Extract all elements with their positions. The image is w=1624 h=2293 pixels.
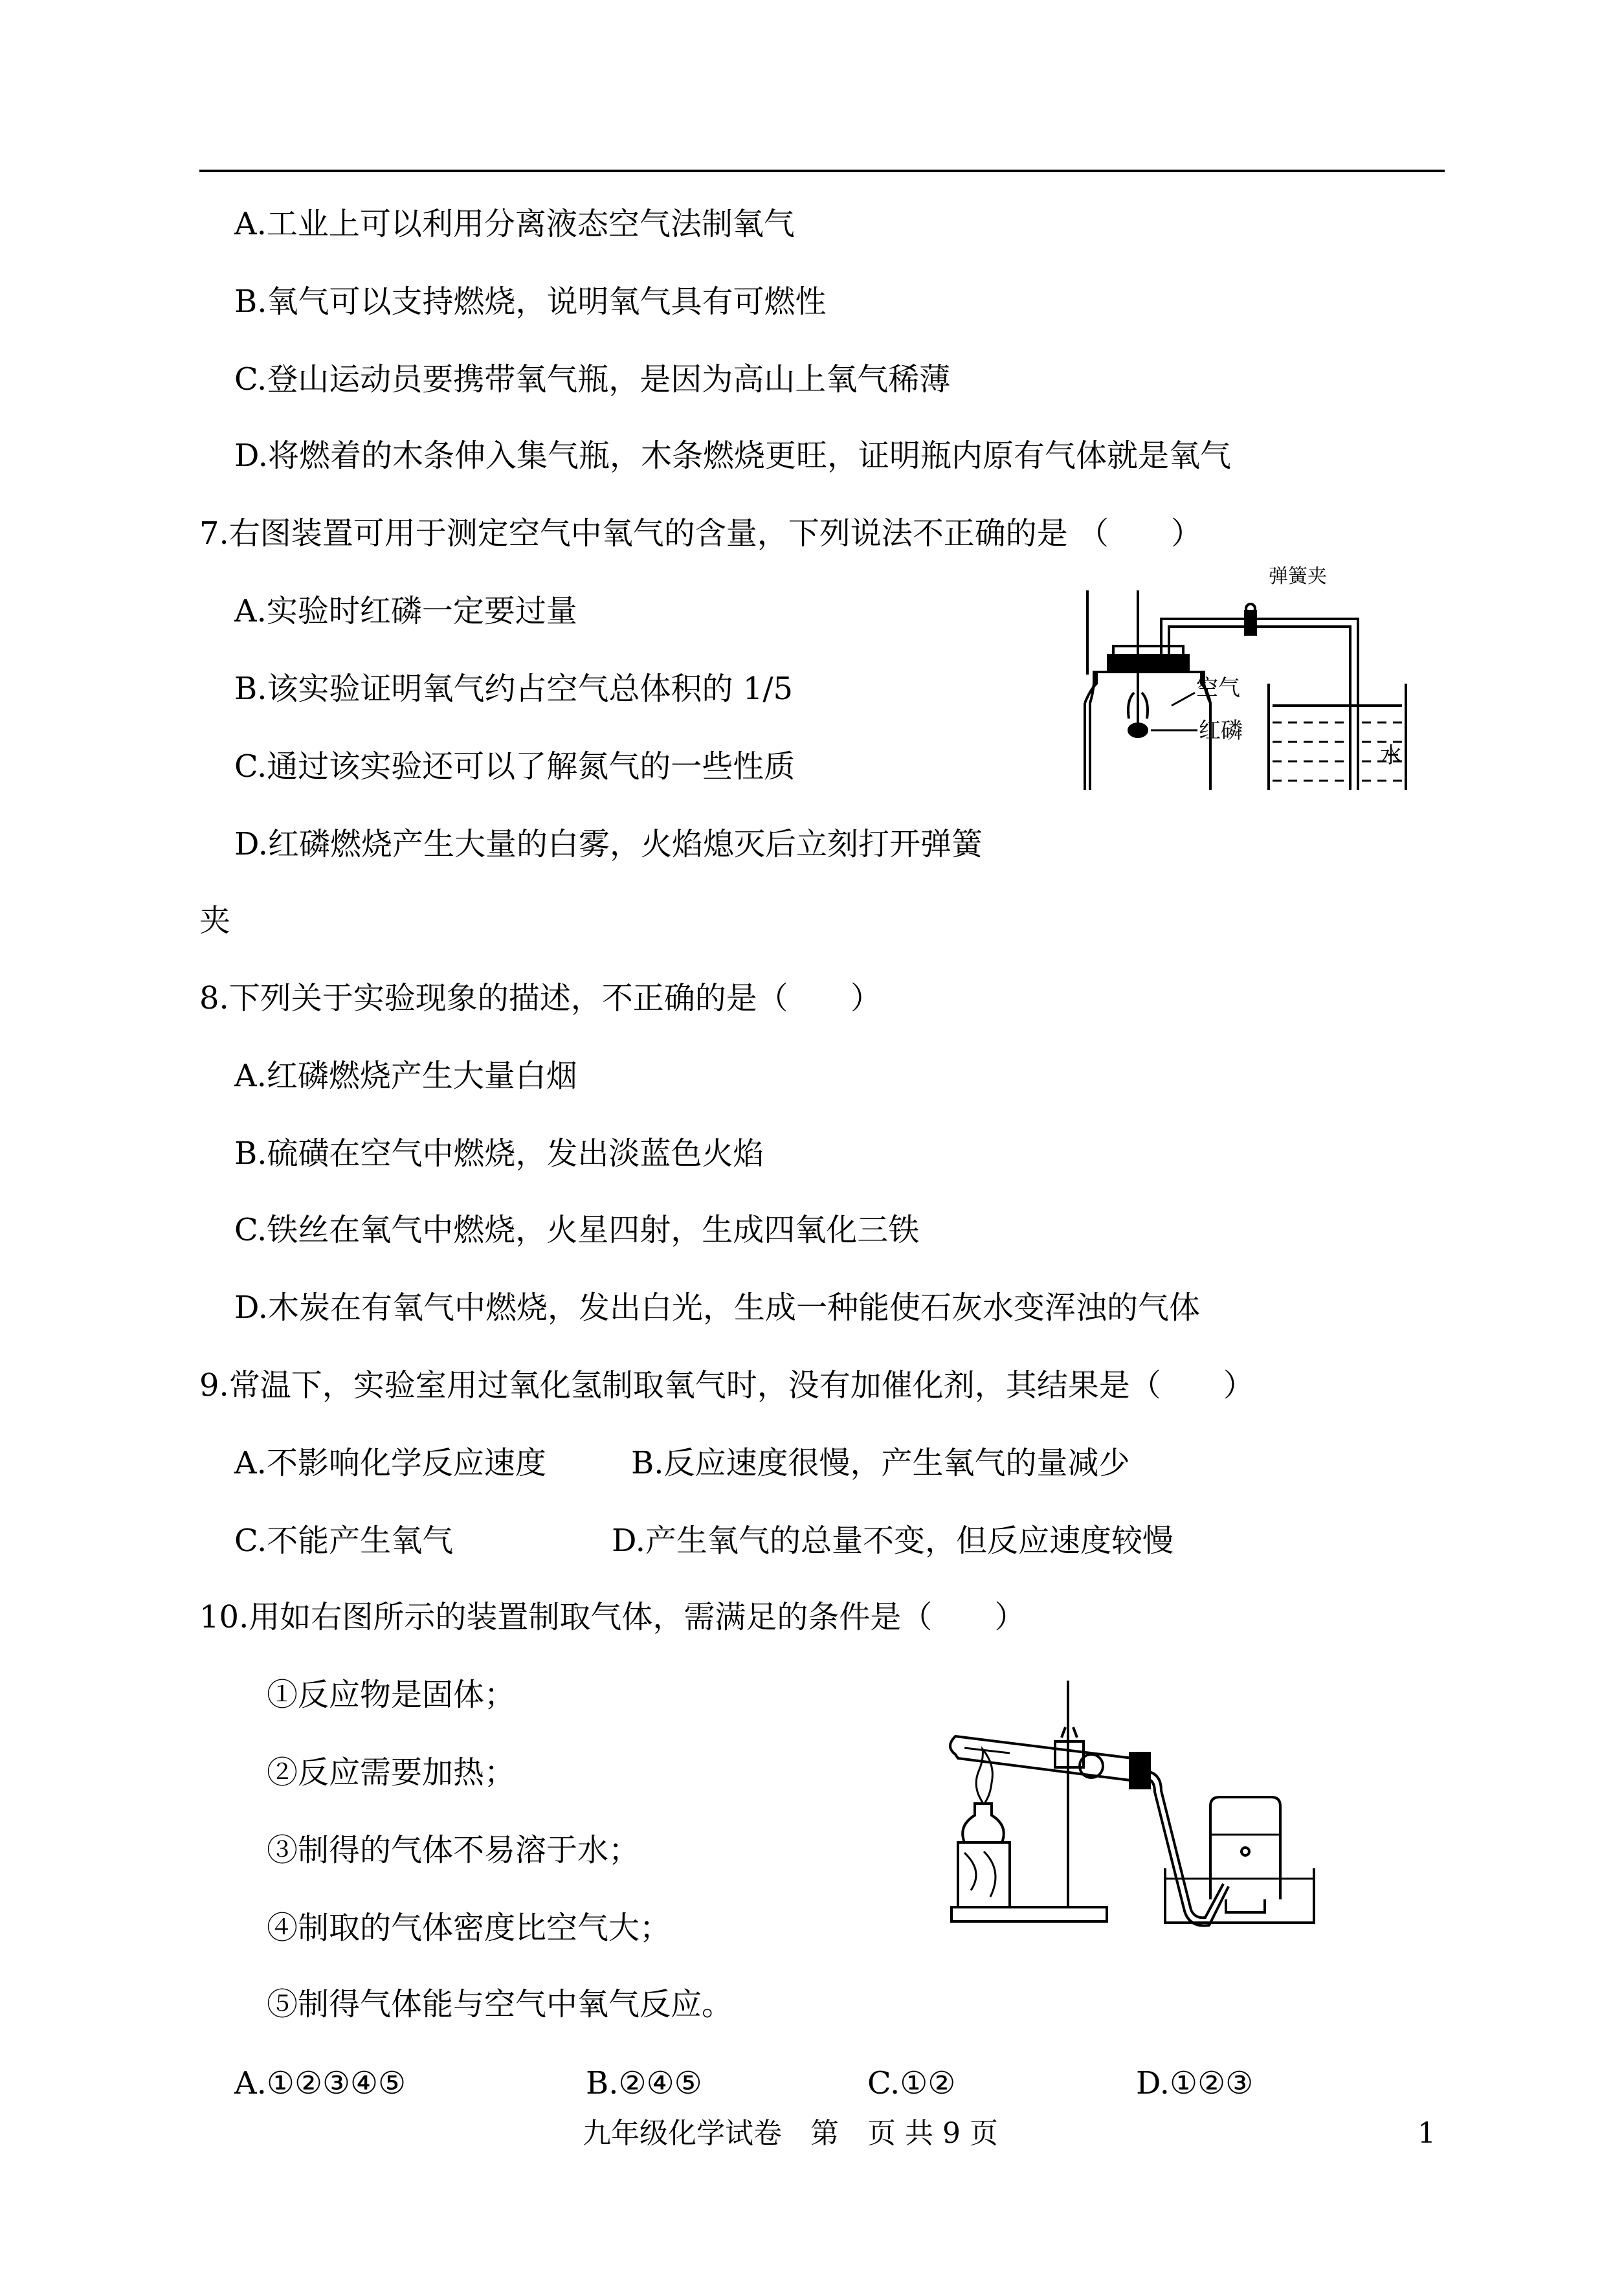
q7-option-a: A.实验时红磷一定要过量 bbox=[234, 593, 577, 629]
q10-apparatus-figure bbox=[939, 1677, 1320, 1936]
q7-label-phosphorus: 红磷 bbox=[1199, 718, 1243, 744]
q9-option-c: C.不能产生氧气 bbox=[234, 1523, 454, 1559]
q7-label-clamp: 弹簧夹 bbox=[1269, 565, 1327, 588]
q8-stem: 8.下列关于实验现象的描述，不正确的是（ ） bbox=[199, 980, 882, 1016]
header-rule bbox=[199, 170, 1445, 172]
q9-stem: 9.常温下，实验室用过氧化氢制取氧气时，没有加催化剂，其结果是（ ） bbox=[199, 1367, 1254, 1404]
q6-option-c: C.登山运动员要携带氧气瓶，是因为高山上氧气稀薄 bbox=[234, 361, 951, 397]
q9-option-b: B.反应速度很慢，产生氧气的量减少 bbox=[631, 1445, 1130, 1481]
q7-option-d-wrap: 夹 bbox=[199, 902, 231, 939]
q10-option-b: B.②④⑤ bbox=[586, 2065, 702, 2101]
q7-option-c: C.通过该实验还可以了解氮气的一些性质 bbox=[234, 748, 795, 785]
page-number: 1 bbox=[1418, 2117, 1436, 2150]
q10-option-a: A.①②③④⑤ bbox=[234, 2065, 406, 2101]
page-footer: 九年级化学试卷 第 页 共 9 页 bbox=[583, 2117, 998, 2150]
q8-option-d: D.木炭在有氧气中燃烧，发出白光，生成一种能使石灰水变浑浊的气体 bbox=[234, 1290, 1201, 1326]
q6-option-a: A.工业上可以利用分离液态空气法制氧气 bbox=[234, 206, 795, 242]
q9-option-d: D.产生氧气的总量不变，但反应速度较慢 bbox=[612, 1523, 1174, 1559]
q10-option-d: D.①②③ bbox=[1136, 2065, 1254, 2101]
q8-option-a: A.红磷燃烧产生大量白烟 bbox=[234, 1058, 577, 1094]
q7-label-air: 空气 bbox=[1196, 675, 1240, 701]
q7-option-d: D.红磷燃烧产生大量的白雾，火焰熄灭后立刻打开弹簧 bbox=[234, 826, 983, 862]
q10-condition-4: ④制取的气体密度比空气大； bbox=[267, 1910, 671, 1946]
q8-option-c: C.铁丝在氧气中燃烧，火星四射，生成四氧化三铁 bbox=[234, 1212, 920, 1248]
q10-condition-1: ①反应物是固体； bbox=[267, 1677, 516, 1713]
q7-option-b: B.该实验证明氧气约占空气总体积的 1/5 bbox=[234, 671, 794, 707]
q8-option-b: B.硫磺在空气中燃烧，发出淡蓝色火焰 bbox=[234, 1135, 764, 1172]
q6-option-d: D.将燃着的木条伸入集气瓶，木条燃烧更旺，证明瓶内原有气体就是氧气 bbox=[234, 438, 1232, 474]
q10-condition-3: ③制得的气体不易溶于水； bbox=[267, 1832, 640, 1868]
q6-option-b: B.氧气可以支持燃烧，说明氧气具有可燃性 bbox=[234, 284, 827, 320]
q7-stem: 7.右图装置可用于测定空气中氧气的含量，下列说法不正确的是 （ ） bbox=[199, 515, 1203, 552]
q10-condition-5: ⑤制得气体能与空气中氧气反应。 bbox=[267, 1986, 733, 2022]
q7-label-water: 水 bbox=[1380, 743, 1402, 768]
q9-option-a: A.不影响化学反应速度 bbox=[234, 1445, 546, 1481]
q10-option-c: C.①② bbox=[867, 2065, 956, 2101]
q10-stem: 10.用如右图所示的装置制取气体，需满足的条件是（ ） bbox=[199, 1599, 1026, 1635]
q7-apparatus-figure bbox=[1074, 557, 1411, 790]
q10-condition-2: ②反应需要加热； bbox=[267, 1754, 516, 1791]
